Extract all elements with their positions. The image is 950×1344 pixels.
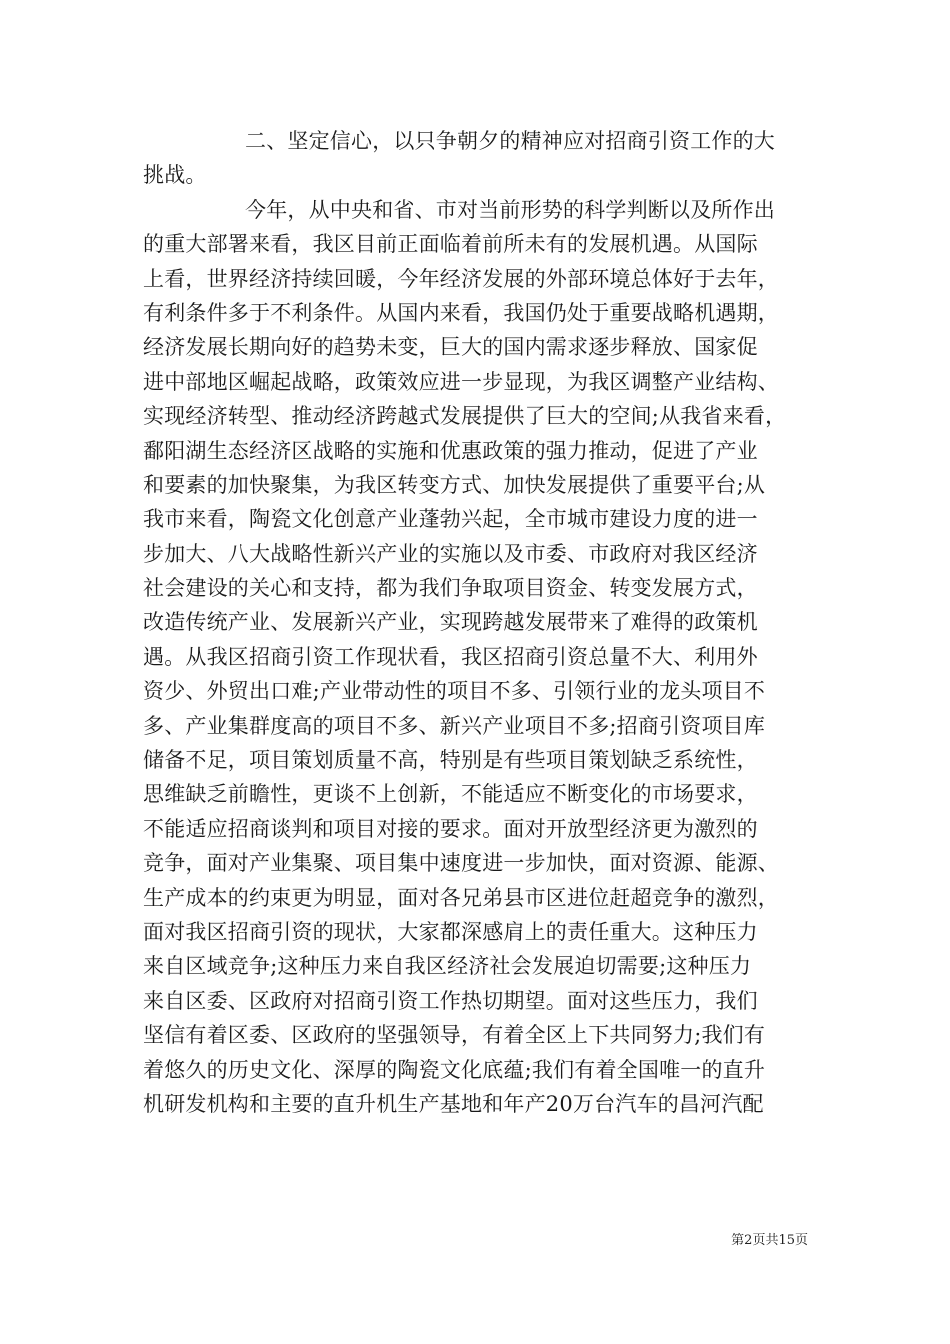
- paragraph-line: 有利条件多于不利条件。从国内来看，我国仍处于重要战略机遇期，: [143, 300, 779, 325]
- paragraph-line: 机研发机构和主要的直升机生产基地和年产20万台汽车的昌河汽配: [143, 1091, 764, 1116]
- paragraph-line: 实现经济转型、推动经济跨越式发展提供了巨大的空间;从我省来看，: [143, 404, 787, 429]
- paragraph-line: 来自区域竞争;这种压力来自我区经济社会发展迫切需要;这种压力: [143, 954, 752, 979]
- paragraph-line: 坚信有着区委、区政府的坚强领导，有着全区上下共同努力;我们有: [143, 1023, 766, 1048]
- paragraph-line: 竞争，面对产业集聚、项目集中速度进一步加快，面对资源、能源、: [143, 851, 779, 876]
- paragraph-line: 和要素的加快聚集，为我区转变方式、加快发展提供了重要平台;从: [143, 472, 766, 497]
- heading-line-cont: 挑战。: [143, 163, 207, 188]
- paragraph-line: 鄱阳湖生态经济区战略的实施和优惠政策的强力推动，促进了产业: [143, 438, 758, 463]
- paragraph-line: 今年，从中央和省、市对当前形势的科学判断以及所作出: [245, 197, 775, 222]
- paragraph-line: 储备不足，项目策划质量不高，特别是有些项目策划缺乏系统性，: [143, 748, 758, 773]
- paragraph-line: 我市来看，陶瓷文化创意产业蓬勃兴起，全市城市建设力度的进一: [143, 507, 758, 532]
- body-text: [143, 124, 808, 1121]
- paragraph-line: 多、产业集群度高的项目不多、新兴产业项目不多;招商引资项目库: [143, 713, 766, 738]
- paragraph-line: 不能适应招商谈判和项目对接的要求。面对开放型经济更为激烈的: [143, 816, 758, 841]
- heading-line: 二、坚定信心，以只争朝夕的精神应对招商引资工作的大: [245, 129, 775, 153]
- paragraph-line: 资少、外贸出口难;产业带动性的项目不多、引领行业的龙头项目不: [143, 679, 766, 704]
- paragraph-line: 进中部地区崛起战略，政策效应进一步显现，为我区调整产业结构、: [143, 369, 779, 394]
- paragraph-line: 经济发展长期向好的趋势未变，巨大的国内需求逐步释放、国家促: [143, 335, 758, 360]
- paragraph-line: 改造传统产业、发展新兴产业，实现跨越发展带来了难得的政策机: [143, 610, 758, 635]
- page-number-footer: 第2页共15页: [731, 1233, 808, 1248]
- paragraph-line: 的重大部署来看，我区目前正面临着前所未有的发展机遇。从国际: [143, 232, 758, 257]
- paragraph-line: 面对我区招商引资的现状，大家都深感肩上的责任重大。这种压力: [143, 919, 758, 944]
- paragraph-line: 遇。从我区招商引资工作现状看，我区招商引资总量不大、利用外: [143, 644, 758, 669]
- paragraph-line: 思维缺乏前瞻性，更谈不上创新，不能适应不断变化的市场要求，: [143, 782, 758, 807]
- paragraph-line: 生产成本的约束更为明显，面对各兄弟县市区进位赶超竞争的激烈，: [143, 885, 779, 910]
- paragraph-line: 上看，世界经济持续回暖，今年经济发展的外部环境总体好于去年，: [143, 266, 779, 291]
- paragraph-line: 着悠久的历史文化、深厚的陶瓷文化底蕴;我们有着全国唯一的直升: [143, 1057, 766, 1082]
- paragraph-line: 步加大、八大战略性新兴产业的实施以及市委、市政府对我区经济: [143, 541, 758, 566]
- paragraph-line: 社会建设的关心和支持，都为我们争取项目资金、转变发展方式，: [143, 576, 758, 601]
- paragraph-line: 来自区委、区政府对招商引资工作热切期望。面对这些压力，我们: [143, 988, 758, 1013]
